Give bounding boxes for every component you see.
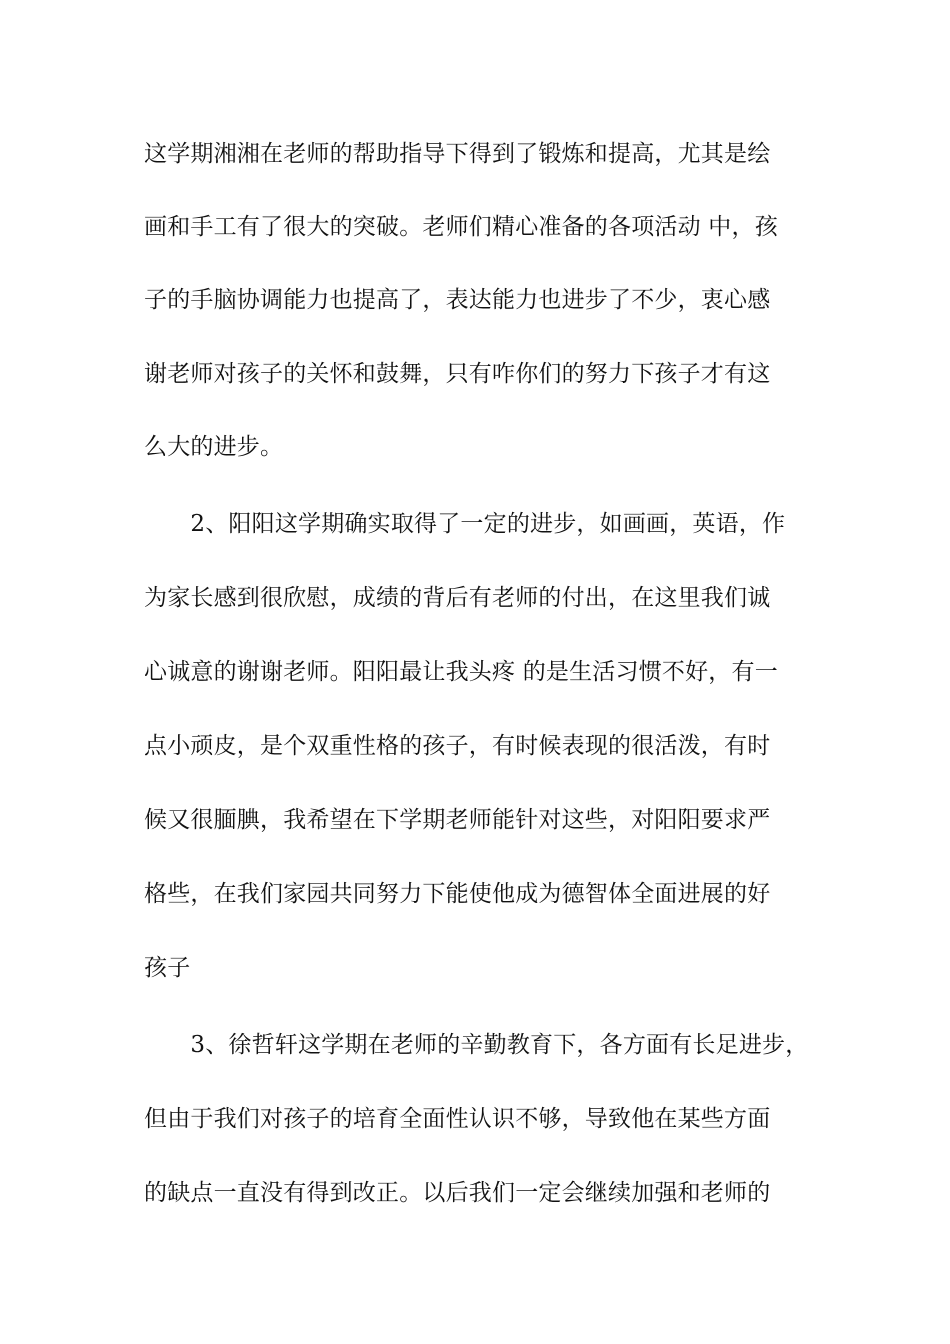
text-line: 么大的进步。 bbox=[144, 434, 284, 460]
text-line: 谢老师对孩子的关怀和鼓舞，只有咋你们的努力下孩子才有这 bbox=[144, 361, 771, 387]
text-line: 画和手工有了很大的突破。老师们精心准备的各项活动 中，孩 bbox=[144, 214, 778, 240]
text-line: 子的手脑协调能力也提高了，表达能力也进步了不少，衷心感 bbox=[144, 287, 771, 313]
text-line: 格些，在我们家园共同努力下能使他成为德智体全面进展的好 bbox=[144, 881, 771, 907]
text-line: 候又很腼腆，我希望在下学期老师能针对这些，对阳阳要求严 bbox=[144, 807, 771, 833]
text-line: 2、阳阳这学期确实取得了一定的进步，如画画，英语，作 bbox=[144, 511, 786, 537]
text-line: 心诚意的谢谢老师。阳阳最让我头疼 的是生活习惯不好，有一 bbox=[144, 659, 778, 685]
text-line: 3、徐哲轩这学期在老师的辛勤教育下，各方面有长足进步， bbox=[144, 1032, 809, 1058]
text-line: 但由于我们对孩子的培育全面性认识不够，导致他在某些方面 bbox=[144, 1106, 771, 1132]
text-line: 这学期湘湘在老师的帮助指导下得到了锻炼和提高，尤其是绘 bbox=[144, 141, 771, 167]
text-line: 的缺点一直没有得到改正。以后我们一定会继续加强和老师的 bbox=[144, 1180, 771, 1206]
text-line: 为家长感到很欣慰，成绩的背后有老师的付出，在这里我们诚 bbox=[144, 585, 771, 611]
text-line: 点小顽皮，是个双重性格的孩子，有时候表现的很活泼，有时 bbox=[144, 733, 771, 759]
text-line: 孩子 bbox=[144, 955, 191, 981]
